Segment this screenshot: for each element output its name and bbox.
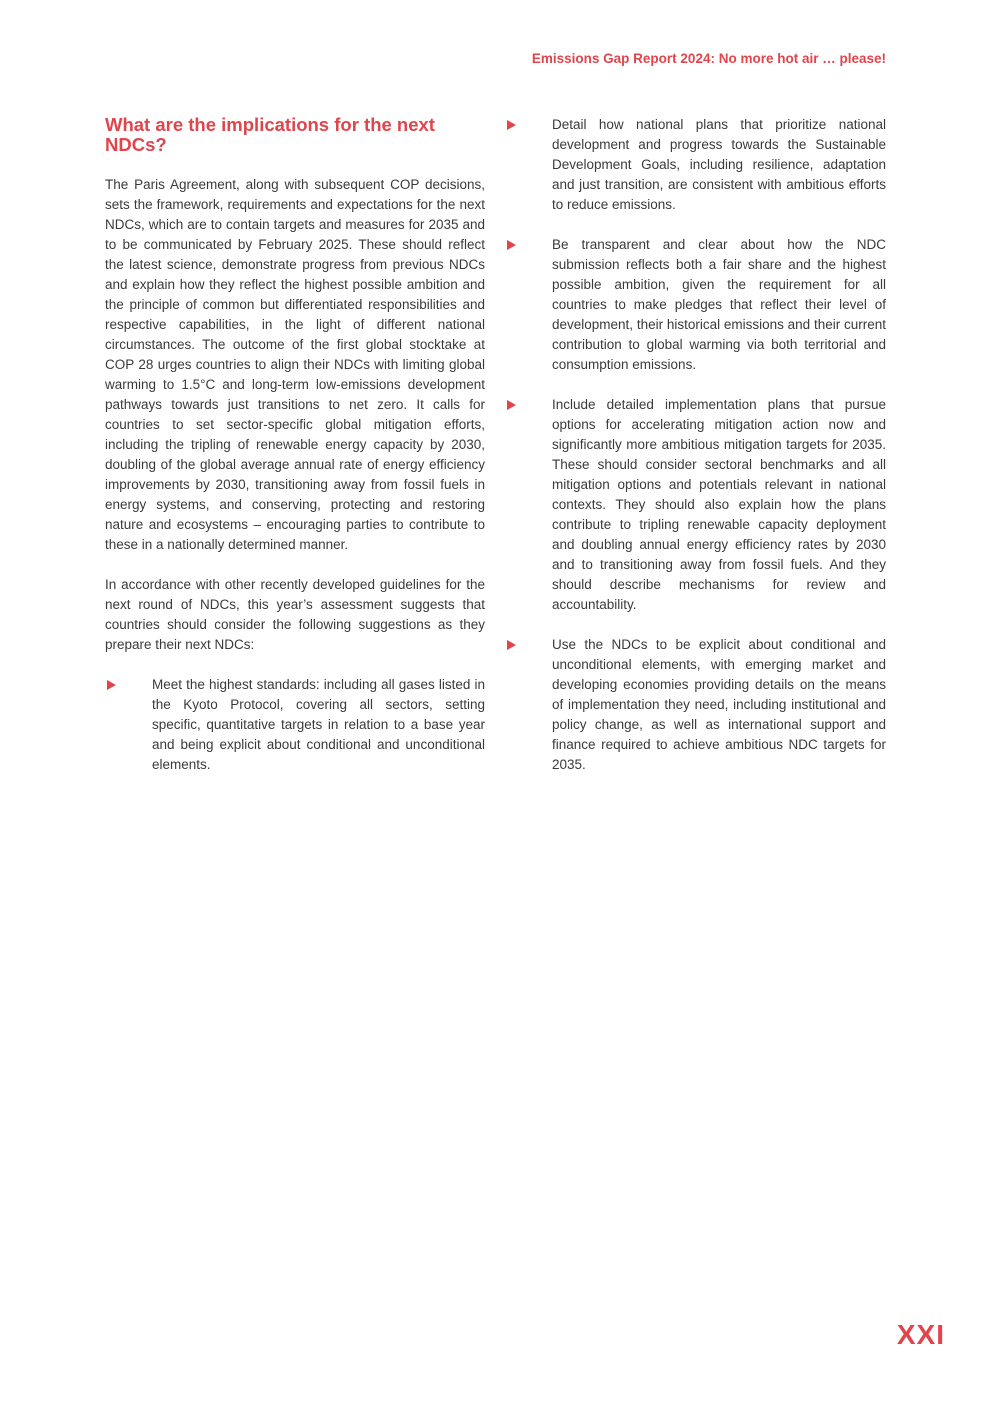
running-header-title: Emissions Gap Report 2024: No more hot air … please! bbox=[531, 51, 886, 66]
bullet-item bbox=[505, 395, 886, 615]
body-paragraph: The Paris Agreement, along with subsequent COP decisions, sets the framework, requirements and expectations for the next NDCs, which are to contain targets and measures for 2035 and to be communicated by February 2025. These should reflect the latest science, demonstrate progress from previous NDCs and explain how they reflect the highest possible ambition and the principle of common but differentiated responsibilities and respective capabilities, in the light of different national circumstances. The outcome of the first global stocktake at COP 28 urges countries to align their NDCs with limiting global warming to 1.5°C and long-term low-emissions development pathways towards just transitions to net zero. It calls for countries to set sector-specific global mitigation efforts, including the tripling of renewable energy capacity by 2030, doubling of the global average annual rate of energy efficiency improvements by 2030, transitioning away from fossil fuels in energy systems, and conserving, protecting and restoring nature and ecosystems – encouraging parties to contribute to these in a nationally determined manner. bbox=[105, 177, 485, 552]
section-heading: What are the implications for the next NDCs? bbox=[105, 114, 435, 155]
triangle-bullet-icon bbox=[107, 680, 116, 690]
triangle-bullet-icon bbox=[507, 400, 516, 410]
bullet-item bbox=[505, 115, 886, 215]
bullet-text: Be transparent and clear about how the NDC submission reflects both a fair share and the highest possible ambition, given the requirement for all countries to make pledges that reflect their level of development, their historical emissions and their current contribution to global warming via both territorial and consumption emissions. bbox=[552, 237, 886, 372]
triangle-bullet-icon bbox=[507, 640, 516, 650]
page-number: XXI bbox=[896, 1319, 945, 1350]
bullet-text: Include detailed implementation plans that pursue options for accelerating mitigation action now and significantly more ambitious mitigation targets for 2035. These should consider sectoral benchmarks and all mitigation options and potentials relevant in national contexts. They should also explain how the plans contribute to tripling renewable capacity deployment and doubling annual energy efficiency rates by 2030 and to transitioning away from fossil fuels. And they should describe mechanisms for review and accountability. bbox=[552, 397, 886, 612]
triangle-bullet-icon bbox=[507, 120, 516, 130]
triangle-bullet-icon bbox=[507, 240, 516, 250]
bullet-text: Meet the highest standards: including all gases listed in the Kyoto Protocol, covering all sectors, setting specific, quantitative targets in relation to a base year and being explicit about conditional and unconditional elements. bbox=[152, 677, 485, 772]
bullet-item bbox=[505, 635, 886, 775]
bullet-text: Detail how national plans that prioritize national development and progress towards the Sustainable Development Goals, including resilience, adaptation and just transition, are consistent with ambitious efforts to reduce emissions. bbox=[552, 117, 886, 212]
right-column bbox=[505, 115, 886, 795]
bullet-text: Use the NDCs to be explicit about conditional and unconditional elements, with emerging market and developing economies providing details on the means of implementation they need, including institutional and policy change, as well as international support and finance required to achieve ambitious NDC targets for 2035. bbox=[552, 637, 886, 772]
body-paragraph: In accordance with other recently developed guidelines for the next round of NDCs, this year’s assessment suggests that countries should consider the following suggestions as they prepare their next NDCs: bbox=[105, 577, 485, 652]
left-column bbox=[105, 115, 485, 795]
bullet-item bbox=[505, 235, 886, 375]
bullet-item bbox=[105, 675, 485, 775]
